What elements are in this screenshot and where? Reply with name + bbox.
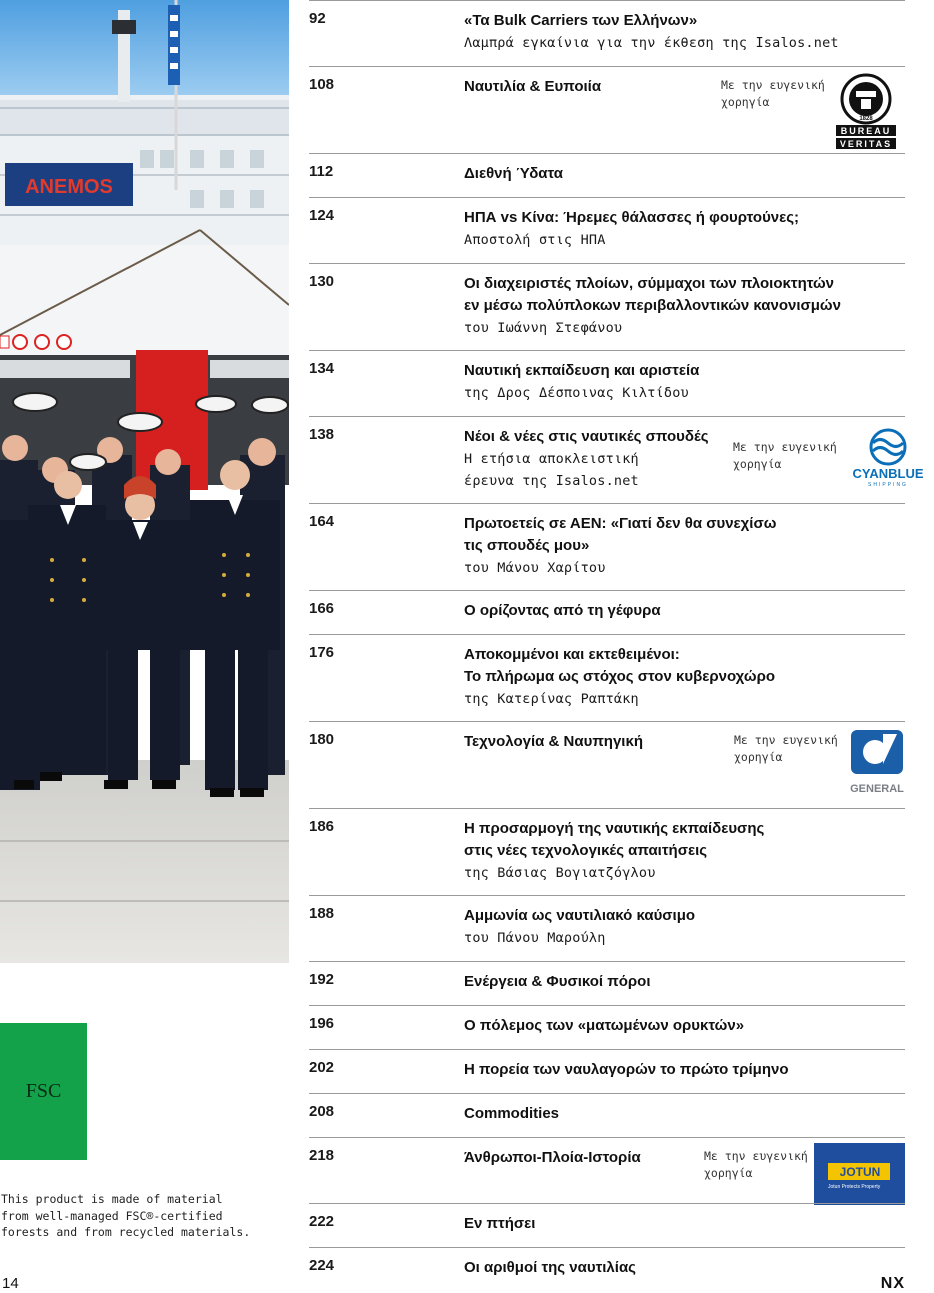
toc-row[interactable]: [309, 961, 905, 1005]
toc-page-number: 108: [309, 76, 335, 93]
bureau-veritas-logo: [834, 73, 898, 156]
toc-title: Ναυτιλία & Ευποιία: [464, 78, 602, 95]
toc-row[interactable]: [309, 416, 924, 503]
toc-page-number: 192: [309, 971, 335, 988]
toc-row[interactable]: [309, 1203, 905, 1247]
table-of-contents: [309, 0, 924, 1287]
toc-row[interactable]: [309, 263, 905, 350]
toc-subtitle: της Δρος Δέσποινας Κιλτίδου: [464, 385, 689, 401]
toc-row[interactable]: [309, 808, 905, 895]
fsc-logo-text: FSC: [25, 1080, 62, 1102]
toc-page-number: 180: [309, 731, 335, 748]
toc-page-number: 138: [309, 426, 335, 443]
jotun-logo: [814, 1143, 905, 1210]
toc-row[interactable]: [309, 197, 905, 263]
toc-page-number: 218: [309, 1147, 335, 1164]
fsc-note-line: This product is made of material: [1, 1192, 223, 1206]
toc-subtitle: Λαμπρά εγκαίνια για την έκθεση της Isalos.net: [464, 35, 839, 51]
toc-row[interactable]: [309, 1005, 905, 1049]
toc-title: Πρωτοετείς σε ΑΕΝ: «Γιατί δεν θα συνεχίσω: [464, 515, 777, 532]
toc-row[interactable]: [309, 503, 905, 590]
ship-name-sign: ANEMOS: [25, 176, 113, 198]
sponsor-label-line: χορηγία: [734, 750, 783, 764]
toc-row[interactable]: [309, 1247, 905, 1287]
toc-page-number: 112: [309, 163, 334, 180]
fsc-note-line: from well-managed FSC®-certified: [1, 1208, 223, 1223]
toc-title: Το πλήρωμα ως στόχος στον κυβερνοχώρο: [464, 668, 776, 685]
toc-title: Εν πτήσει: [464, 1215, 536, 1232]
toc-subtitle: Αποστολή στις ΗΠΑ: [464, 232, 606, 248]
bureau-veritas-text: BUREAU: [840, 126, 892, 136]
sponsor-label-line: Με την ευγενική: [721, 78, 825, 92]
sponsor-label-line: χορηγία: [704, 1166, 753, 1180]
toc-title: Ενέργεια & Φυσικοί πόροι: [464, 973, 651, 990]
toc-page-number: 202: [309, 1059, 335, 1076]
toc-page-number: 176: [309, 644, 335, 661]
toc-title: Ναυτική εκπαίδευση και αριστεία: [464, 362, 700, 379]
cadets-on-ship-photo: [0, 0, 289, 963]
toc-subtitle: Η ετήσια αποκλειστική: [464, 451, 639, 467]
toc-title: Οι διαχειριστές πλοίων, σύμμαχοι των πλοιοκτητών: [464, 275, 835, 292]
jotun-text: JOTUN: [839, 1165, 881, 1179]
fsc-note: [1, 1191, 261, 1241]
toc-title: Commodities: [464, 1105, 560, 1122]
bureau-veritas-year: 1828: [859, 116, 873, 122]
toc-row[interactable]: [309, 350, 905, 416]
toc-title: τις σπουδές μου»: [464, 537, 590, 554]
fsc-note-line: forests and from recycled materials.: [1, 1225, 251, 1239]
cyanblue-subtext: SHIPPING: [868, 482, 908, 488]
toc-row[interactable]: [309, 895, 905, 961]
toc-title: ΗΠΑ vs Κίνα: Ήρεμες θάλασσες ή φουρτούνες;: [464, 209, 800, 226]
toc-title: εν μέσω πολύπλοκων περιβαλλοντικών κανονισμών: [464, 297, 841, 314]
toc-subtitle: του Πάνου Μαρούλη: [464, 930, 606, 946]
toc-row[interactable]: [309, 590, 905, 634]
toc-page-number: 188: [309, 905, 335, 922]
toc-page-number: 224: [309, 1257, 335, 1274]
sponsor-label-line: χορηγία: [733, 457, 782, 471]
toc-row[interactable]: [309, 1049, 905, 1093]
cover-photo: [0, 0, 289, 963]
toc-page-number: 130: [309, 273, 335, 290]
toc-page-number: 92: [309, 10, 326, 27]
toc-page-number: 134: [309, 360, 335, 377]
toc-title: Η πορεία των ναυλαγορών το πρώτο τρίμηνο: [464, 1061, 789, 1078]
toc-title: Η προσαρμογή της ναυτικής εκπαίδευσης: [464, 820, 765, 837]
bureau-veritas-text: VERITAS: [839, 139, 893, 149]
magazine-logo: NX: [880, 1275, 905, 1292]
toc-page-number: 186: [309, 818, 335, 835]
fsc-logo: [0, 1023, 87, 1160]
toc-page-number: 196: [309, 1015, 335, 1032]
toc-page-number: 166: [309, 600, 335, 617]
toc-title: Αμμωνία ως ναυτιλιακό καύσιμο: [464, 907, 696, 924]
toc-subtitle: του Ιωάννη Στεφάνου: [464, 320, 623, 336]
toc-row[interactable]: [309, 1137, 905, 1203]
toc-page-number: 124: [309, 207, 335, 224]
sponsor-label: [721, 77, 851, 111]
toc-subtitle: έρευνα της Isalos.net: [464, 473, 639, 489]
toc-subtitle: του Μάνου Χαρίτου: [464, 560, 606, 576]
general-logo: [849, 728, 905, 803]
jotun-tagline: Jotun Protects Property: [828, 1184, 881, 1190]
toc-row[interactable]: [309, 1093, 905, 1137]
sponsor-label-line: χορηγία: [721, 95, 770, 109]
toc-page-number: 208: [309, 1103, 335, 1120]
sponsor-label: [734, 732, 864, 766]
sponsor-label-line: Με την ευγενική: [704, 1149, 808, 1163]
toc-subtitle: της Βάσιας Βογιατζόγλου: [464, 865, 656, 881]
toc-title: Ο ορίζοντας από τη γέφυρα: [464, 602, 661, 619]
sponsor-label-line: Με την ευγενική: [733, 440, 837, 454]
toc-title: Τεχνολογία & Ναυπηγική: [464, 733, 643, 750]
toc-page-number: 164: [309, 513, 335, 530]
toc-title: Διεθνή Ύδατα: [464, 165, 564, 182]
page-number: 14: [2, 1275, 19, 1292]
toc-page-number: 222: [309, 1213, 335, 1230]
toc-title: στις νέες τεχνολογικές απαιτήσεις: [464, 842, 708, 859]
toc-row[interactable]: [309, 0, 905, 66]
toc-title: Άνθρωποι-Πλοία-Ιστορία: [464, 1149, 641, 1166]
toc-title: Αποκομμένοι και εκτεθειμένοι:: [464, 646, 680, 663]
toc-title: Ο πόλεμος των «ματωμένων ορυκτών»: [464, 1017, 745, 1034]
toc-title: «Τα Bulk Carriers των Ελλήνων»: [464, 12, 698, 29]
toc-row[interactable]: [309, 66, 905, 153]
toc-title: Νέοι & νέες στις ναυτικές σπουδές: [464, 428, 709, 445]
toc-row[interactable]: [309, 634, 905, 721]
toc-row[interactable]: [309, 153, 905, 197]
toc-row[interactable]: [309, 721, 905, 808]
cyanblue-logo: [842, 427, 934, 494]
cyanblue-text: CYANBLUE: [852, 466, 924, 481]
general-text: GENERAL: [850, 783, 904, 795]
toc-title: Οι αριθμοί της ναυτιλίας: [464, 1259, 636, 1276]
toc-subtitle: της Κατερίνας Ραπτάκη: [464, 691, 639, 707]
sponsor-label-line: Με την ευγενική: [734, 733, 838, 747]
